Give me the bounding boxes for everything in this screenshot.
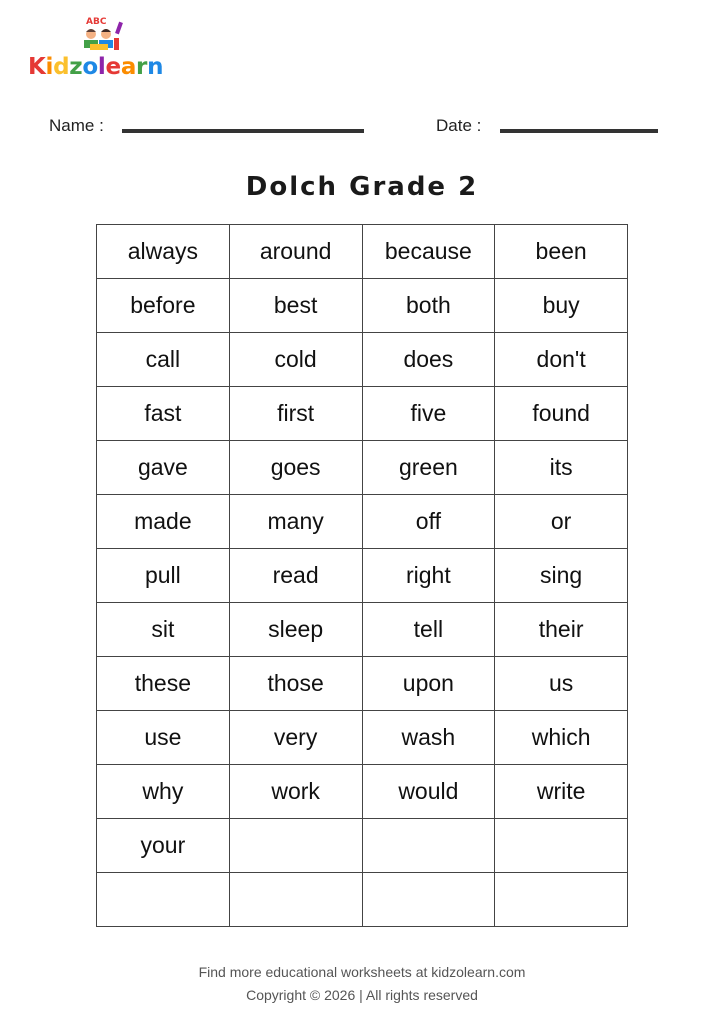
logo-letter: l <box>97 54 106 80</box>
logo-badge-text: ABC <box>86 17 107 27</box>
word-cell: which <box>495 711 628 765</box>
table-row <box>97 603 628 657</box>
word-cell: sing <box>495 549 628 603</box>
word-cell: goes <box>229 441 362 495</box>
word-cell: upon <box>362 657 495 711</box>
word-cell: sit <box>97 603 230 657</box>
logo-letter: i <box>45 54 54 80</box>
kids-reading-icon <box>76 14 124 54</box>
word-cell: would <box>362 765 495 819</box>
logo-letter: a <box>120 54 137 80</box>
word-cell: use <box>97 711 230 765</box>
word-cell: call <box>97 333 230 387</box>
word-cell: your <box>97 819 230 873</box>
date-line[interactable] <box>500 129 658 133</box>
word-cell <box>97 873 230 927</box>
word-cell: many <box>229 495 362 549</box>
footer-copyright: Copyright © 2026 | All rights reserved <box>246 987 478 1003</box>
word-cell: because <box>362 225 495 279</box>
word-cell: right <box>362 549 495 603</box>
word-cell: cold <box>229 333 362 387</box>
word-cell: or <box>495 495 628 549</box>
word-cell: us <box>495 657 628 711</box>
word-cell: why <box>97 765 230 819</box>
logo-letter: e <box>105 54 121 80</box>
word-cell: been <box>495 225 628 279</box>
logo-letter: z <box>69 54 83 80</box>
word-cell: read <box>229 549 362 603</box>
name-label: Name : <box>49 116 104 135</box>
word-cell <box>362 873 495 927</box>
kidzolearn-logo <box>28 14 178 84</box>
word-cell: sleep <box>229 603 362 657</box>
word-cell: these <box>97 657 230 711</box>
footer-website: Find more educational worksheets at kidzolearn.com <box>198 964 526 980</box>
table-row <box>97 711 628 765</box>
word-cell: pull <box>97 549 230 603</box>
logo-wordmark <box>28 54 163 80</box>
logo-letter: d <box>53 54 70 80</box>
word-cell <box>362 819 495 873</box>
word-cell: green <box>362 441 495 495</box>
word-cell: its <box>495 441 628 495</box>
logo-letter: n <box>147 54 164 80</box>
logo-letter: o <box>82 54 98 80</box>
table-row <box>97 333 628 387</box>
word-cell: both <box>362 279 495 333</box>
word-cell: work <box>229 765 362 819</box>
table-row <box>97 819 628 873</box>
word-cell: found <box>495 387 628 441</box>
word-cell: tell <box>362 603 495 657</box>
name-line[interactable] <box>122 129 364 133</box>
table-row <box>97 279 628 333</box>
word-cell: very <box>229 711 362 765</box>
table-row <box>97 225 628 279</box>
table-row <box>97 441 628 495</box>
word-cell: best <box>229 279 362 333</box>
word-cell: those <box>229 657 362 711</box>
word-cell: first <box>229 387 362 441</box>
word-cell: write <box>495 765 628 819</box>
word-cell: around <box>229 225 362 279</box>
word-cell <box>495 819 628 873</box>
table-row <box>97 549 628 603</box>
table-row <box>97 495 628 549</box>
word-cell: off <box>362 495 495 549</box>
logo-letter: K <box>28 54 46 80</box>
word-cell: does <box>362 333 495 387</box>
date-label: Date : <box>436 116 482 135</box>
word-cell: their <box>495 603 628 657</box>
word-cell <box>229 873 362 927</box>
word-cell: before <box>97 279 230 333</box>
table-row <box>97 387 628 441</box>
word-cell: fast <box>97 387 230 441</box>
word-cell: five <box>362 387 495 441</box>
word-table <box>96 224 628 927</box>
word-cell: gave <box>97 441 230 495</box>
logo-letter: r <box>136 54 148 80</box>
word-cell: wash <box>362 711 495 765</box>
word-cell <box>229 819 362 873</box>
word-cell: always <box>97 225 230 279</box>
word-cell <box>495 873 628 927</box>
table-row <box>97 657 628 711</box>
table-row <box>97 873 628 927</box>
word-cell: don't <box>495 333 628 387</box>
worksheet-title: Dolch Grade 2 <box>245 172 479 202</box>
table-row <box>97 765 628 819</box>
word-cell: buy <box>495 279 628 333</box>
word-cell: made <box>97 495 230 549</box>
